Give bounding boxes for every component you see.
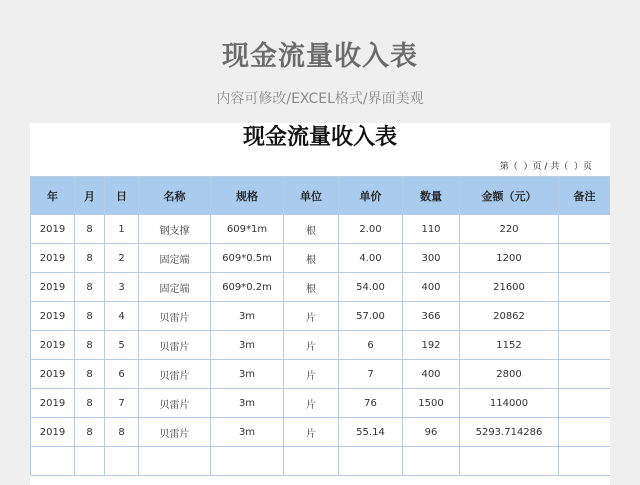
table-row — [31, 331, 611, 360]
table-row — [31, 215, 611, 244]
table-cell[interactable] — [559, 418, 611, 447]
table-cell[interactable] — [211, 447, 284, 476]
table-cell[interactable] — [284, 447, 339, 476]
table-cell[interactable]: 114000 — [460, 389, 559, 418]
table-cell[interactable]: 片 — [284, 389, 339, 418]
table-cell[interactable]: 贝雷片 — [139, 331, 211, 360]
table-cell[interactable]: 6 — [105, 360, 139, 389]
table-cell[interactable]: 3m — [211, 360, 284, 389]
table-row — [31, 360, 611, 389]
table-cell[interactable]: 2019 — [31, 360, 75, 389]
table-row — [31, 389, 611, 418]
table-cell[interactable]: 400 — [403, 360, 460, 389]
table-cell[interactable]: 3m — [211, 418, 284, 447]
table-cell[interactable]: 8 — [105, 418, 139, 447]
table-cell[interactable]: 4 — [105, 302, 139, 331]
table-cell[interactable]: 366 — [403, 302, 460, 331]
table-cell[interactable]: 2019 — [31, 302, 75, 331]
table-row — [31, 447, 611, 476]
table-cell[interactable]: 片 — [284, 331, 339, 360]
table-cell[interactable]: 根 — [284, 244, 339, 273]
table-cell[interactable]: 固定端 — [139, 273, 211, 302]
table-cell[interactable]: 3m — [211, 331, 284, 360]
column-header[interactable]: 金额（元） — [460, 177, 559, 215]
table-cell[interactable]: 609*1m — [211, 215, 284, 244]
table-cell[interactable]: 8 — [75, 389, 105, 418]
column-header[interactable]: 规格 — [211, 177, 284, 215]
table-cell[interactable]: 8 — [75, 360, 105, 389]
column-header[interactable]: 月 — [75, 177, 105, 215]
table-cell[interactable] — [139, 447, 211, 476]
table-cell[interactable]: 2.00 — [339, 215, 403, 244]
column-header[interactable]: 名称 — [139, 177, 211, 215]
table-cell[interactable]: 贝雷片 — [139, 389, 211, 418]
table-cell[interactable]: 片 — [284, 360, 339, 389]
table-cell[interactable]: 2 — [105, 244, 139, 273]
table-cell[interactable] — [403, 447, 460, 476]
table-cell[interactable] — [460, 447, 559, 476]
table-header-row — [31, 177, 611, 215]
table-cell[interactable]: 20862 — [460, 302, 559, 331]
column-header[interactable]: 年 — [31, 177, 75, 215]
table-cell[interactable]: 1200 — [460, 244, 559, 273]
table-cell[interactable]: 1152 — [460, 331, 559, 360]
table-cell[interactable]: 固定端 — [139, 244, 211, 273]
table-cell[interactable]: 2019 — [31, 215, 75, 244]
table-row — [31, 302, 611, 331]
banner-title: 现金流量收入表 — [222, 41, 418, 72]
cash-flow-table — [30, 176, 610, 476]
table-cell[interactable]: 2019 — [31, 244, 75, 273]
table-cell[interactable]: 贝雷片 — [139, 418, 211, 447]
table-cell[interactable] — [339, 447, 403, 476]
column-header[interactable]: 单价 — [339, 177, 403, 215]
table-cell[interactable]: 7 — [339, 360, 403, 389]
table-cell[interactable]: 8 — [75, 215, 105, 244]
table-cell[interactable]: 片 — [284, 302, 339, 331]
table-cell[interactable] — [559, 360, 611, 389]
table-cell[interactable]: 8 — [75, 418, 105, 447]
table-cell[interactable]: 3m — [211, 389, 284, 418]
table-cell[interactable]: 220 — [460, 215, 559, 244]
table-cell[interactable]: 192 — [403, 331, 460, 360]
page-info: 第（ ）页 / 共（ ）页 — [499, 162, 592, 172]
table-cell[interactable]: 根 — [284, 215, 339, 244]
table-cell[interactable]: 7 — [105, 389, 139, 418]
spreadsheet-sheet — [30, 123, 610, 485]
table-cell[interactable]: 54.00 — [339, 273, 403, 302]
table-cell[interactable]: 1500 — [403, 389, 460, 418]
table-cell[interactable]: 110 — [403, 215, 460, 244]
table-cell[interactable]: 2019 — [31, 331, 75, 360]
sheet-title: 现金流量收入表 — [242, 125, 397, 150]
table-cell[interactable] — [31, 447, 75, 476]
table-cell[interactable] — [559, 215, 611, 244]
table-cell[interactable]: 4.00 — [339, 244, 403, 273]
table-cell[interactable] — [559, 273, 611, 302]
table-row — [31, 244, 611, 273]
table-cell[interactable]: 8 — [75, 302, 105, 331]
column-header[interactable]: 日 — [105, 177, 139, 215]
table-cell[interactable]: 2019 — [31, 273, 75, 302]
table-cell[interactable]: 5 — [105, 331, 139, 360]
table-cell[interactable]: 8 — [75, 331, 105, 360]
table-cell[interactable]: 8 — [75, 273, 105, 302]
table-cell[interactable]: 609*0.2m — [211, 273, 284, 302]
table-cell[interactable]: 2800 — [460, 360, 559, 389]
table-cell[interactable]: 400 — [403, 273, 460, 302]
table-cell[interactable]: 贝雷片 — [139, 360, 211, 389]
table-cell[interactable]: 2019 — [31, 389, 75, 418]
table-cell[interactable] — [559, 389, 611, 418]
table-cell[interactable]: 贝雷片 — [139, 302, 211, 331]
table-row — [31, 273, 611, 302]
table-cell[interactable]: 2019 — [31, 418, 75, 447]
table-cell[interactable]: 21600 — [460, 273, 559, 302]
table-cell[interactable]: 根 — [284, 273, 339, 302]
table-cell[interactable]: 300 — [403, 244, 460, 273]
table-cell[interactable] — [105, 447, 139, 476]
column-header[interactable]: 备注 — [559, 177, 611, 215]
table-cell[interactable]: 76 — [339, 389, 403, 418]
table-cell[interactable]: 3 — [105, 273, 139, 302]
table-cell[interactable]: 3m — [211, 302, 284, 331]
column-header[interactable]: 数量 — [403, 177, 460, 215]
table-cell[interactable]: 5293.714286 — [460, 418, 559, 447]
table-cell[interactable]: 55.14 — [339, 418, 403, 447]
table-cell[interactable]: 钢支撑 — [139, 215, 211, 244]
table-cell[interactable] — [559, 244, 611, 273]
column-header[interactable]: 单位 — [284, 177, 339, 215]
table-row — [31, 418, 611, 447]
table-cell[interactable]: 1 — [105, 215, 139, 244]
table-cell[interactable] — [559, 331, 611, 360]
table-cell[interactable]: 57.00 — [339, 302, 403, 331]
table-cell[interactable]: 片 — [284, 418, 339, 447]
table-cell[interactable] — [559, 302, 611, 331]
banner-subtitle: 内容可修改/EXCEL格式/界面美观 — [216, 91, 424, 107]
table-cell[interactable]: 8 — [75, 244, 105, 273]
table-cell[interactable]: 96 — [403, 418, 460, 447]
table-cell[interactable] — [559, 447, 611, 476]
table-cell[interactable] — [75, 447, 105, 476]
table-cell[interactable]: 609*0.5m — [211, 244, 284, 273]
table-cell[interactable]: 6 — [339, 331, 403, 360]
